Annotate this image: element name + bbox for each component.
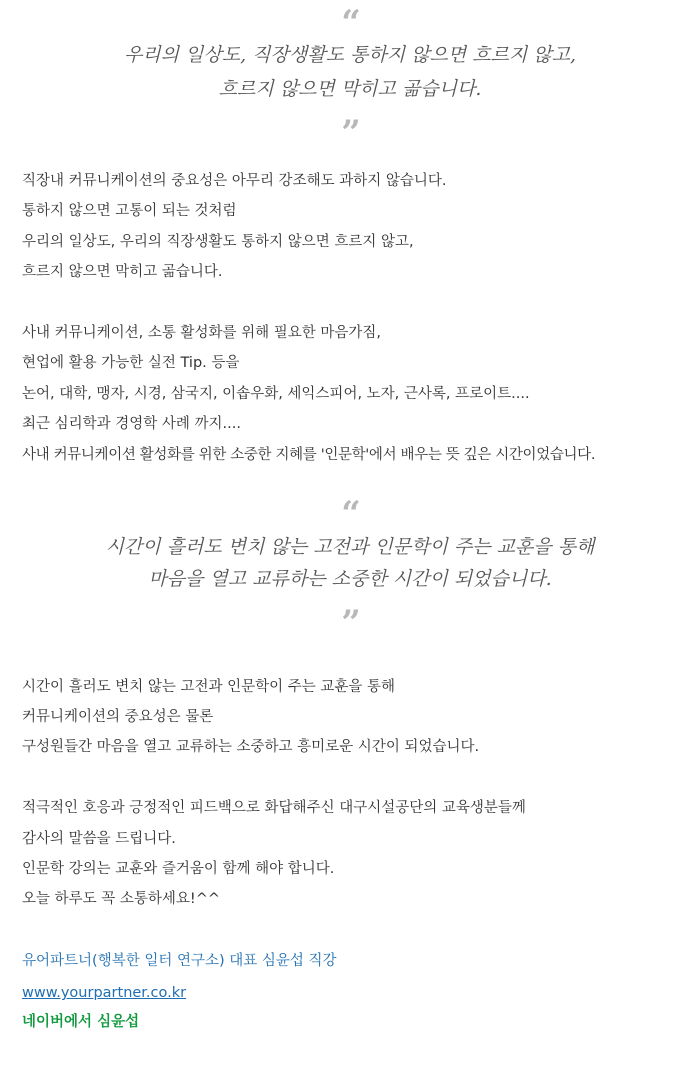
quote2-close-mark: ”: [341, 603, 359, 643]
para2-line-5: 사내 커뮤니케이션 활성화를 위한 소중한 지혜를 '인문학'에서 배우는 뜻 깊은 시간이었습니다.: [22, 447, 596, 463]
quote1-open-mark: “: [341, 3, 359, 43]
quote1-line-1: 우리의 일상도, 직장생활도 통하지 않으면 흐르지 않고,: [123, 44, 577, 66]
para4-line-1: 적극적인 호응과 긍정적인 피드백으로 화답해주신 대구시설공단의 교육생분들께: [22, 800, 526, 816]
signature-name: 유어파트너(행복한 일터 연구소) 대표 심윤섭 직강: [22, 953, 337, 969]
quote2-line-1: 시간이 흘러도 변치 않는 고전과 인문학이 주는 교훈을 통해: [105, 536, 595, 558]
para3-line-2: 커뮤니케이션의 중요성은 물론: [22, 709, 214, 725]
para1-line-1: 직장내 커뮤니케이션의 중요성은 아무리 강조해도 과하지 않습니다.: [22, 173, 447, 189]
para4-line-2: 감사의 말씀을 드립니다.: [22, 831, 176, 847]
para3-line-3: 구성원들간 마음을 열고 교류하는 소중하고 흥미로운 시간이 되었습니다.: [22, 739, 480, 755]
para1-line-2: 통하지 않으면 고통이 되는 것처럼: [22, 203, 237, 219]
para1-line-3: 우리의 일상도, 우리의 직장생활도 통하지 않으면 흐르지 않고,: [22, 234, 414, 250]
para2-line-3: 논어, 대학, 맹자, 시경, 삼국지, 이솝우화, 세익스피어, 노자, 근사록, 프로이트....: [22, 386, 530, 402]
signature-website-link[interactable]: www.yourpartner.co.kr: [22, 985, 187, 1001]
para4-line-3: 인문학 강의는 교훈와 즐거움이 함께 해야 합니다.: [22, 861, 335, 877]
para3-line-1: 시간이 흘러도 변치 않는 고전과 인문학이 주는 교훈을 통해: [22, 679, 396, 695]
quote2-open-mark: “: [341, 494, 359, 534]
para2-line-2: 현업에 활용 가능한 실전 Tip. 등을: [22, 355, 240, 371]
para4-line-4: 오늘 하루도 꼭 소통하세요!^^: [22, 891, 221, 907]
quote2-line-2: 마음을 열고 교류하는 소중한 시간이 되었습니다.: [148, 568, 552, 590]
para2-line-4: 최근 심리학과 경영학 사례 까지....: [22, 416, 241, 432]
para2-line-1: 사내 커뮤니케이션, 소통 활성화를 위해 필요한 마음가짐,: [22, 325, 382, 341]
para1-line-4: 흐르지 않으면 막히고 곪습니다.: [22, 264, 223, 280]
signature-naver-link[interactable]: 네이버에서 심윤섭: [22, 1014, 140, 1030]
quote1-close-mark: ”: [341, 113, 359, 153]
quote1-line-2: 흐르지 않으면 막히고 곪습니다.: [218, 78, 482, 100]
